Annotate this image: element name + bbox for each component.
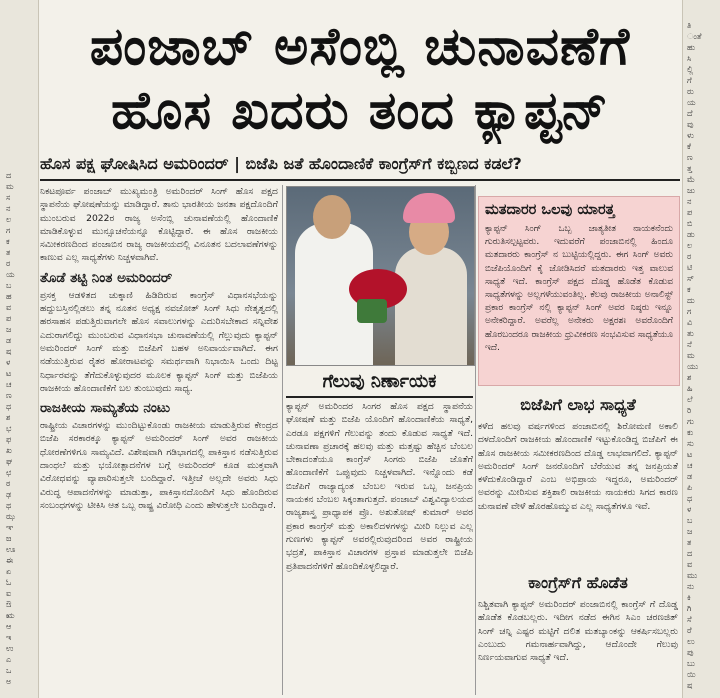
margin-fragment: ಙ	[6, 534, 12, 543]
margin-fragment: ಟ	[687, 450, 693, 459]
margin-fragment: ಡು	[687, 230, 695, 239]
margin-fragment: ಟ	[6, 369, 12, 378]
subheadline: ಹೊಸ ಪಕ್ಷ ಘೋಷಿಸಿದ ಅಮರಿಂದರ್ | ಬಿಜೆಪಿ ಜತೆ ಹೊಂದಾಣಿಕೆ ಕಾಂಗ್ರೆಸ್‌ಗೆ ಕಬ್ಬಿಣದ ಕಡಲೆ?	[40, 154, 522, 173]
margin-fragment: ಗ	[6, 226, 11, 235]
margin-fragment: ಣ	[6, 391, 12, 400]
margin-fragment: ರೆ	[687, 626, 692, 635]
margin-fragment: ಖ	[6, 446, 12, 455]
highlight-box-text: ಕ್ಯಾಪ್ಟನ್ ಸಿಂಗ್ ಒಬ್ಬ ಜಾತ್ಯತೀತ ನಾಯಕನೆಂದು ಗುರುತಿಸಲ್ಪಟ್ಟವರು. ಇದುವರೆಗೆ ಪಂಜಾಬಿನಲ್ಲಿ ಹಿಂದೂ ಮತದಾರರು ಕಾಂಗ್ರೆಸ್ ನ ಬುಟ್ಟಿಯಲ್ಲಿದ್ದರು. ಈಗ ಸಿಂಗ್ ಅವರು ಬಿಜೆಪಿಯೊಂದಿಗೆ ಕೈ ಜೋಡಿಸಿದರೆ ಮತದಾರರು ಇತ್ತ ವಾಲುವ ಸಾಧ್ಯತೆ ಇದೆ. ಕಾಂಗ್ರೆಸ್ ಪಕ್ಷದ ದೊಡ್ಡ ಹೊಡೆತ ಕೊಡುವ ಸಾಧ್ಯತೆಗಳನ್ನು ಅಲ್ಲಗಳೆಯುವಂತಿಲ್ಲ. ಕೆಲವು ರಾಜಕೀಯ ಅನಾಲಿಸ್ಟ್ ಪ್ರಕಾರ ಕಾಂಗ್ರೆಸ್ ನಲ್ಲಿ ಕ್ಯಾಪ್ಟನ್ ಸಿಂಗ್ ಅವರ ನಿಷ್ಠರು ಇನ್ನೂ ಅನೇಕರಿದ್ದಾರೆ. ಅವರೆಲ್ಲ ಅನೇಕರು ಅಕ್ಷರಶಃ ಅವರೊಂದಿಗೆ ಹೊರಬಂದರೂ ರಾಜಕೀಯ ಧ್ರುವೀಕರಣ ಸಂಭವಿಸುವ ಸಾಧ್ಯತೆಯೂ ಇದೆ.	[485, 224, 673, 353]
margin-fragment: ಹ	[6, 292, 12, 301]
margin-fragment: ಐ	[6, 589, 12, 598]
margin-fragment: ಪು	[687, 648, 694, 657]
margin-fragment: ಲ	[6, 215, 12, 224]
margin-fragment: ನೆ	[687, 340, 692, 349]
column-2-paragraph: ಕ್ಯಾಪ್ಟನ್ ಅಮರಿಂದರ ಸಿಂಗರ ಹೊಸ ಪಕ್ಷದ ಸ್ಥಾಪನೆಯ ಘೋಷಣೆ ಮತ್ತು ಬಿಜೆಪಿ ಯೊಂದಿಗೆ ಹೊಂದಾಣಿಕೆಯ ಸಾಧ್ಯತೆ, ಎರಡೂ ಪಕ್ಷಗಳಿಗೆ ಗೆಲುವನ್ನು ತಂದು ಕೊಡುವ ಸಾಧ್ಯತೆ ಇದೆ. ಚುನಾವಣಾ ಪ್ರಚಾರಕ್ಕೆ ಹಲವು ಮತ್ತು ಮತ್ತಷ್ಟು ಹೆಚ್ಚಿನ ಬೆಂಬಲ ಬೇಕಾದಂತೆಯೂ ಕಾಂಗ್ರೆಸ್ ಸಿಂಗರು ಬಿಜೆಪಿ ಜೊತೆಗೆ ಹೊಂದಾಣಿಕೆಗೆ ಒಪ್ಪುವುದು ನಿಚ್ಚಳವಾಗಿದೆ. ಇನ್ನೊಂದು ಕಡೆ ಬಿಜೆಪಿಗೆ ರಾಜ್ಯಾದ್ಯಂತ ಬೆಂಬಲ ಇರುವ ಒಬ್ಬ ಜನಪ್ರಿಯ ನಾಯಕನ ಬೆಂಬಲ ಸಿಕ್ಕಂತಾಗುತ್ತದೆ. ಪಂಜಾಬ್ ವಿಶ್ವವಿದ್ಯಾಲಯದ ರಾಜ್ಯಶಾಸ್ತ್ರ ಪ್ರಾಧ್ಯಾಪಕ ಪ್ರೊ. ಅಶುತೋಷ್ ಕುಮಾರ್ ಅವರ ಪ್ರಕಾರ ಕಾಂಗ್ರೆಸ್ ಮತ್ತು ಅಕಾಲಿದಳಗಳನ್ನು ಮೀರಿ ನಿಲ್ಲುವ ಎಲ್ಲ ಗುಣಗಳು ಕ್ಯಾಪ್ಟನ್ ಅವರಲ್ಲಿರುವುದರಿಂದ ಅವರ ರಾಷ್ಟ್ರೀಯ ಭದ್ರತೆ, ಪಾಕಿಸ್ತಾನ ವಿಚಾರಗಳ ಪ್ರಸ್ತಾಪ ಮಾಡುತ್ತಲೇ ಬಿಜೆಪಿ ಪ್ರತಿಪಾದನೆಗಳಿಗೆ ಹೊಂದಿಕೊಳ್ಳಲಿದ್ದಾರೆ.	[286, 401, 473, 572]
margin-fragment: ಇ	[6, 633, 12, 642]
margin-fragment: ಔ	[6, 600, 12, 609]
margin-fragment: ಜ	[687, 527, 693, 536]
margin-fragment: ಎ	[6, 655, 12, 664]
margin-fragment: ಯ	[687, 98, 696, 107]
margin-fragment: ಡ	[687, 472, 693, 481]
photo-turban	[403, 193, 455, 223]
section-1-paragraph: ಪ್ರಸಕ್ತ ಆಡಳಿತದ ಚುಕ್ಕಾಣಿ ಹಿಡಿದಿರುವ ಕಾಂಗ್ರೆಸ್ ವಿಧಾನಸಭೆಯನ್ನು ಹದ್ದುಬಸ್ತಿನಲ್ಲಿಡಲು ತನ್ನ ನೂತನ ಅಧ್ಯಕ್ಷ ನವಜೋತ್ ಸಿಂಗ್ ಸಿಧು ನೇತೃತ್ವದಲ್ಲಿ ಹರಸಾಹಸ ಪಡುತ್ತಿರುವಾಗಲೇ ಹೊಸ ಸವಾಲುಗಳನ್ನು ಎದುರಿಸಬೇಕಾದ ಸನ್ನಿವೇಶ ಎದುರಾಗಲಿದ್ದು ಮುಂಬರುವ ವಿಧಾನಸಭಾ ಚುನಾವಣೆಯಲ್ಲಿ ಗೆಲ್ಲುವುದು ಕ್ಯಾಪ್ಟನ್ ಅಮರಿಂದರ್ ಸಿಂಗ್ ಮತ್ತು ಬಿಜೆಪಿಗೆ ಬಹಳ ಅನಿವಾರ್ಯವಾಗಿದೆ. ಈಗ ನಡೆಯುತ್ತಿರುವ ರೈತರ ಹೋರಾಟವನ್ನು ಸಮರ್ಥವಾಗಿ ನಿಭಾಯಿಸಿ ಒಂದು ದಿಟ್ಟ ನಿರ್ಧಾರವನ್ನು ತೆಗೆದುಕೊಳ್ಳುವುದರ ಮೂಲಕ ಕ್ಯಾಪ್ಟನ್ ಸಿಂಗ್ ಮತ್ತು ಬಿಜೆಪಿಯ ರಾಜಕೀಯ ಹೊಂದಾಣಿಕೆಗೆ ಬಲ ತುಂಬುವುದು ಸಾಧ್ಯ.	[40, 289, 278, 394]
column-3-paragraph-1: ಕಳೆದ ಹಲವು ವರ್ಷಗಳಿಂದ ಪಂಜಾಬಿನಲ್ಲಿ ಶಿರೋಮಣಿ ಅಕಾಲಿ ದಳದೊಂದಿಗೆ ರಾಜಕೀಯ ಹೊಂದಾಣಿಕೆ ಇಟ್ಟುಕೊಂಡಿದ್ದ ಬಿಜೆಪಿಗೆ ಈ ಹೊಸ ರಾಜಕೀಯ ಸಮೀಕರಣದಿಂದ ದೊಡ್ಡ ಲಾಭವಾಗಲಿದೆ. ಕ್ಯಾಪ್ಟನ್ ಅಮರಿಂದರ್ ಸಿಂಗ್ ಜನರೊಂದಿಗೆ ಬೆರೆಯುವ ತನ್ನ ಜನಪ್ರಿಯತೆ ಕಳೆದುಕೊಂಡಿದ್ದಾರೆ ಎಂಬ ಅಭಿಪ್ರಾಯ ಇದ್ದರೂ, ಅಮರಿಂದರ್ ಅವರನ್ನು ಮೀರಿಸುವ ಶಕ್ತಿಶಾಲಿ ರಾಜಕೀಯ ನಾಯಕರು ಸಿಗದ ಕಾರಣ ಚುನಾವಣೆ ವೇಳೆ ಹೊರಹೊಮ್ಮುವ ಎಲ್ಲ ಸಾಧ್ಯತೆಗಳೂ ಇವೆ.	[478, 421, 678, 512]
margin-fragment: ಷ	[6, 347, 12, 356]
margin-fragment: ಸಿ	[687, 54, 692, 63]
margin-fragment: ಜ	[6, 325, 12, 334]
margin-fragment: ಕಿ	[687, 593, 691, 602]
margin-fragment: ಳ	[6, 358, 11, 367]
margin-fragment: ತಿ	[687, 21, 692, 30]
margin-fragment: ಗೆ	[687, 76, 692, 85]
margin-fragment: ತ	[687, 538, 692, 547]
margin-fragment: ರು	[687, 87, 694, 96]
column-3-section-1	[478, 420, 678, 570]
margin-fragment: ಅ	[6, 677, 12, 686]
margin-fragment: ಣ	[687, 153, 693, 162]
margin-fragment: ಚ	[6, 380, 12, 389]
margin-fragment: ಸ	[6, 193, 11, 202]
margin-fragment: ಊ	[6, 545, 16, 554]
margin-fragment: ಢ	[6, 490, 12, 499]
margin-fragment: ಝ	[6, 512, 16, 521]
column-2-heading: ಗೆಲುವು ನಿರ್ಣಾಯಕ	[286, 368, 473, 398]
headline-line-1: ಪಂಜಾಬ್ ಅಸೆಂಬ್ಲಿ ಚುನಾವಣೆಗೆ	[89, 17, 631, 77]
highlight-box	[478, 196, 680, 386]
column-1	[40, 185, 278, 695]
margin-fragment: ವ	[6, 303, 12, 312]
margin-fragment: ಆ	[6, 622, 12, 631]
margin-fragment: ಷ	[687, 681, 693, 690]
column-3-section-2	[478, 598, 678, 694]
margin-fragment: ಘ	[6, 457, 13, 466]
margin-fragment: ಸು	[687, 439, 694, 448]
margin-fragment: ಯ	[6, 270, 15, 279]
headline-rule	[40, 179, 680, 181]
margin-fragment: ಲ್ಲಿ	[687, 65, 694, 74]
margin-fragment: ವಿ	[687, 318, 693, 327]
margin-fragment: ತ್ತ	[687, 164, 692, 173]
news-photo	[286, 186, 475, 366]
margin-fragment: ಹಿ	[687, 384, 693, 393]
margin-fragment: ಹು	[687, 43, 696, 52]
column-divider-1	[282, 185, 283, 695]
margin-fragment: ಡ	[6, 336, 12, 345]
margin-fragment: ಭ	[6, 424, 12, 433]
margin-fragment: ಮೆ	[687, 175, 695, 184]
margin-fragment: ಉ	[6, 644, 14, 653]
margin-fragment: ವ	[687, 560, 693, 569]
margin-fragment: ಕ	[687, 285, 691, 294]
margin-fragment: ದು	[687, 296, 695, 305]
left-margin-strip	[0, 0, 39, 698]
margin-fragment: ಗ	[687, 307, 692, 316]
margin-fragment: ನು	[687, 582, 694, 591]
margin-fragment: ಛ	[6, 468, 12, 477]
margin-fragment: ದ	[6, 171, 12, 180]
margin-fragment: ಮ	[687, 351, 695, 360]
margin-fragment: ಞ	[6, 523, 14, 532]
margin-fragment: ಶ	[6, 413, 11, 422]
margin-fragment: ಧ	[687, 494, 693, 503]
margin-fragment: ಸೆ	[687, 615, 692, 624]
margin-fragment: ಬ	[687, 516, 693, 525]
margin-fragment: ಲ	[687, 241, 693, 250]
column-divider-2	[475, 185, 476, 695]
margin-fragment: ರ	[687, 252, 692, 261]
margin-fragment: ಪಿ	[687, 483, 693, 492]
margin-fragment: ಶ	[687, 373, 692, 382]
margin-fragment: ಜು	[687, 186, 695, 195]
margin-fragment: ನ	[687, 197, 692, 206]
margin-fragment: ದ	[687, 549, 693, 558]
margin-fragment: ಕ	[6, 237, 10, 246]
margin-fragment: ಬ	[6, 281, 12, 290]
margin-fragment: ನ	[6, 204, 11, 213]
margin-fragment: ಯಿ	[687, 670, 696, 679]
margin-fragment: ಗಿ	[687, 604, 692, 613]
margin-fragment: ಲೆ	[687, 395, 693, 404]
section-heading-1: ತೊಡೆ ತಟ್ಟಿ ನಿಂತ ಅಮರಿಂದರ್	[40, 269, 173, 286]
margin-fragment: ಯು	[687, 362, 699, 371]
margin-fragment: ತು	[687, 329, 694, 338]
margin-fragment: ಟಿ	[687, 263, 693, 272]
margin-fragment: ಓ	[6, 578, 12, 587]
margin-fragment: ಧ	[6, 402, 12, 411]
margin-fragment: ವು	[687, 120, 694, 129]
photo-bouquet-leaves	[357, 299, 387, 323]
margin-fragment: ಫ	[6, 435, 12, 444]
margin-fragment: ಲು	[687, 637, 695, 646]
margin-fragment: ಒ	[6, 666, 12, 675]
margin-fragment: ಈ	[6, 556, 13, 565]
margin-fragment: ರಿ	[687, 406, 692, 415]
photo-person-right	[395, 247, 467, 365]
margin-fragment: ಂತೆ	[687, 32, 702, 41]
highlight-box-heading: ಮತದಾರರ ಒಲವು ಯಾರತ್ತ	[485, 202, 615, 218]
margin-fragment: ರ	[6, 259, 11, 268]
margin-fragment: ಮು	[687, 571, 698, 580]
margin-fragment: ಬಿ	[687, 219, 693, 228]
margin-fragment: ಗು	[687, 417, 694, 426]
margin-fragment: ಠ	[6, 479, 11, 488]
photo-head-left	[313, 195, 351, 239]
margin-fragment: ಳ	[687, 505, 692, 514]
margin-fragment: ಋ	[6, 611, 15, 620]
column-3-paragraph-2: ನಿಶ್ಚಿತವಾಗಿ ಕ್ಯಾಪ್ಟನ್ ಅಮರಿಂದರ್ ಪಂಜಾಬಿನಲ್ಲಿ ಕಾಂಗ್ರೆಸ್ ಗೆ ದೊಡ್ಡ ಹೊಡೆತ ಕೊಡಬಲ್ಲರು. ಇದೀಗ ನಡೆದ ಈಗಿನ ಸಿಎಂ ಚರಣಜಿತ್ ಸಿಂಗ್ ಚನ್ನಿ ಎಷ್ಟರ ಮಟ್ಟಿಗೆ ದಲಿತ ಮತಬ್ಯಾಂಕನ್ನು ಆಕರ್ಷಿಸಬಲ್ಲರು ಎಂಬುದು ಗಮನಾರ್ಹವಾಗಿದ್ದು, ಆದೊಂದೇ ಗೆಲುವು ನಿರ್ಣಯವಾಗುವ ಸಾಧ್ಯತೆ ಇದೆ.	[478, 599, 678, 664]
margin-fragment: ಮ	[6, 182, 14, 191]
margin-fragment: ಚ	[687, 461, 693, 470]
headline-line-2: ಹೊಸ ಖದರು ತಂದ ಕ್ಯಾಪ್ಟನ್	[111, 81, 609, 141]
margin-fragment: ದೆ	[687, 109, 693, 118]
section-heading-2: ರಾಜಕೀಯ ಸಾಮ್ಯತೆಯ ನಂಟು	[40, 400, 170, 417]
margin-fragment: ಪ	[6, 314, 12, 323]
margin-fragment: ತ	[6, 248, 11, 257]
margin-fragment: ಕೆ	[687, 142, 691, 151]
column-2	[286, 400, 473, 692]
margin-fragment: ಬು	[687, 659, 695, 668]
column-3-heading-1: ಬಿಜೆಪಿಗೆ ಲಾಭ ಸಾಧ್ಯತೆ	[520, 395, 636, 414]
column-3-heading-2: ಕಾಂಗ್ರೆಸ್‌ಗೆ ಹೊಡೆತ	[528, 573, 628, 592]
intro-paragraph: ನಿಕಟಪೂರ್ವ ಪಂಜಾಬ್ ಮುಖ್ಯಮಂತ್ರಿ ಅಮರಿಂದರ್ ಸಿಂಗ್ ಹೊಸ ಪಕ್ಷದ ಸ್ಥಾಪನೆಯ ಘೋಷಣೆಯನ್ನು ಮಾಡಿದ್ದಾರೆ. ತಾನು ಭಾರತೀಯ ಜನತಾ ಪಕ್ಷದೊಂದಿಗೆ ಮುಂಬರುವ 2022ರ ರಾಜ್ಯ ಅಸೆಂಬ್ಲಿ ಚುನಾವಣೆಯಲ್ಲಿ ಹೊಂದಾಣಿಕೆ ಮಾಡಿಕೊಳ್ಳುವ ಮುನ್ಸೂಚನೆಯನ್ನೂ ಕೊಟ್ಟಿದ್ದಾರೆ. ಈ ಹೊಸ ರಾಜಕೀಯ ಸಮೀಕರಣದಿಂದ ಪಂಜಾಬಿನ ರಾಜ್ಯ ರಾಜಕೀಯದಲ್ಲಿ ವಿನೂತನ ಬದಲಾವಣೆಗಳನ್ನು ಕಾಣುವ ಎಲ್ಲ ಸಾಧ್ಯತೆಗಳು ನಿಚ್ಚಳವಾಗಿವೆ.	[40, 186, 278, 264]
margin-fragment: ಥ	[6, 501, 12, 510]
section-2-paragraph: ರಾಷ್ಟ್ರೀಯ ವಿಚಾರಗಳನ್ನು ಮುಂದಿಟ್ಟುಕೊಂಡು ರಾಜಕೀಯ ಮಾಡುತ್ತಿರುವ ಕೇಂದ್ರದ ಬಿಜೆಪಿ ಸರಕಾರಕ್ಕೂ ಕ್ಯಾಪ್ಟನ್ ಅಮರಿಂದರ್ ಸಿಂಗ್ ಅವರ ರಾಜಕೀಯ ಧೋರಣೆಗಳಿಗೂ ಸಾಮ್ಯವಿದೆ. ವಿಶೇಷವಾಗಿ ಗಡಿಭಾಗದಲ್ಲಿ ಪಾಕಿಸ್ತಾನ ನಡೆಸುತ್ತಿರುವ ದಾಂಧಲೆ ಮತ್ತು ಭಯೋತ್ಪಾದನೆಗಳ ಬಗ್ಗೆ ಅಮರಿಂದರ್ ಕೂಡ ಮುಕ್ತವಾಗಿ ವಿರೋಧವನ್ನು ವ್ಯಾಪಾರಿಸುತ್ತಲೇ ಬಂದಿದ್ದಾರೆ. ಇತ್ತೀಚೆ ಅಲ್ಲದೇ ಅವರು ಸಿಧು ವಿರುದ್ಧ ಆಪಾದನೆಗಳನ್ನು ಮಾಡುತ್ತಾ, ಪಾಕಿಸ್ತಾನದೊಂದಿಗೆ ಸಿಧು ಹೊಂದಿರುವ ಸಂಬಂಧಗಳನ್ನು ಟೀಕಿಸಿ ಆತ ಒಬ್ಬ ರಾಷ್ಟ್ರ ವಿರೋಧಿ ಎಂದು ಹೇಳುತ್ತಲೇ ಬಂದಿದ್ದಾರೆ.	[40, 420, 278, 511]
margin-fragment: ಳು	[687, 131, 694, 140]
right-margin-strip	[682, 0, 720, 698]
margin-fragment: ಸ್	[687, 274, 694, 283]
margin-fragment: ಪ	[687, 208, 693, 217]
margin-fragment: ಕು	[687, 428, 694, 437]
margin-fragment: ಏ	[6, 567, 12, 576]
